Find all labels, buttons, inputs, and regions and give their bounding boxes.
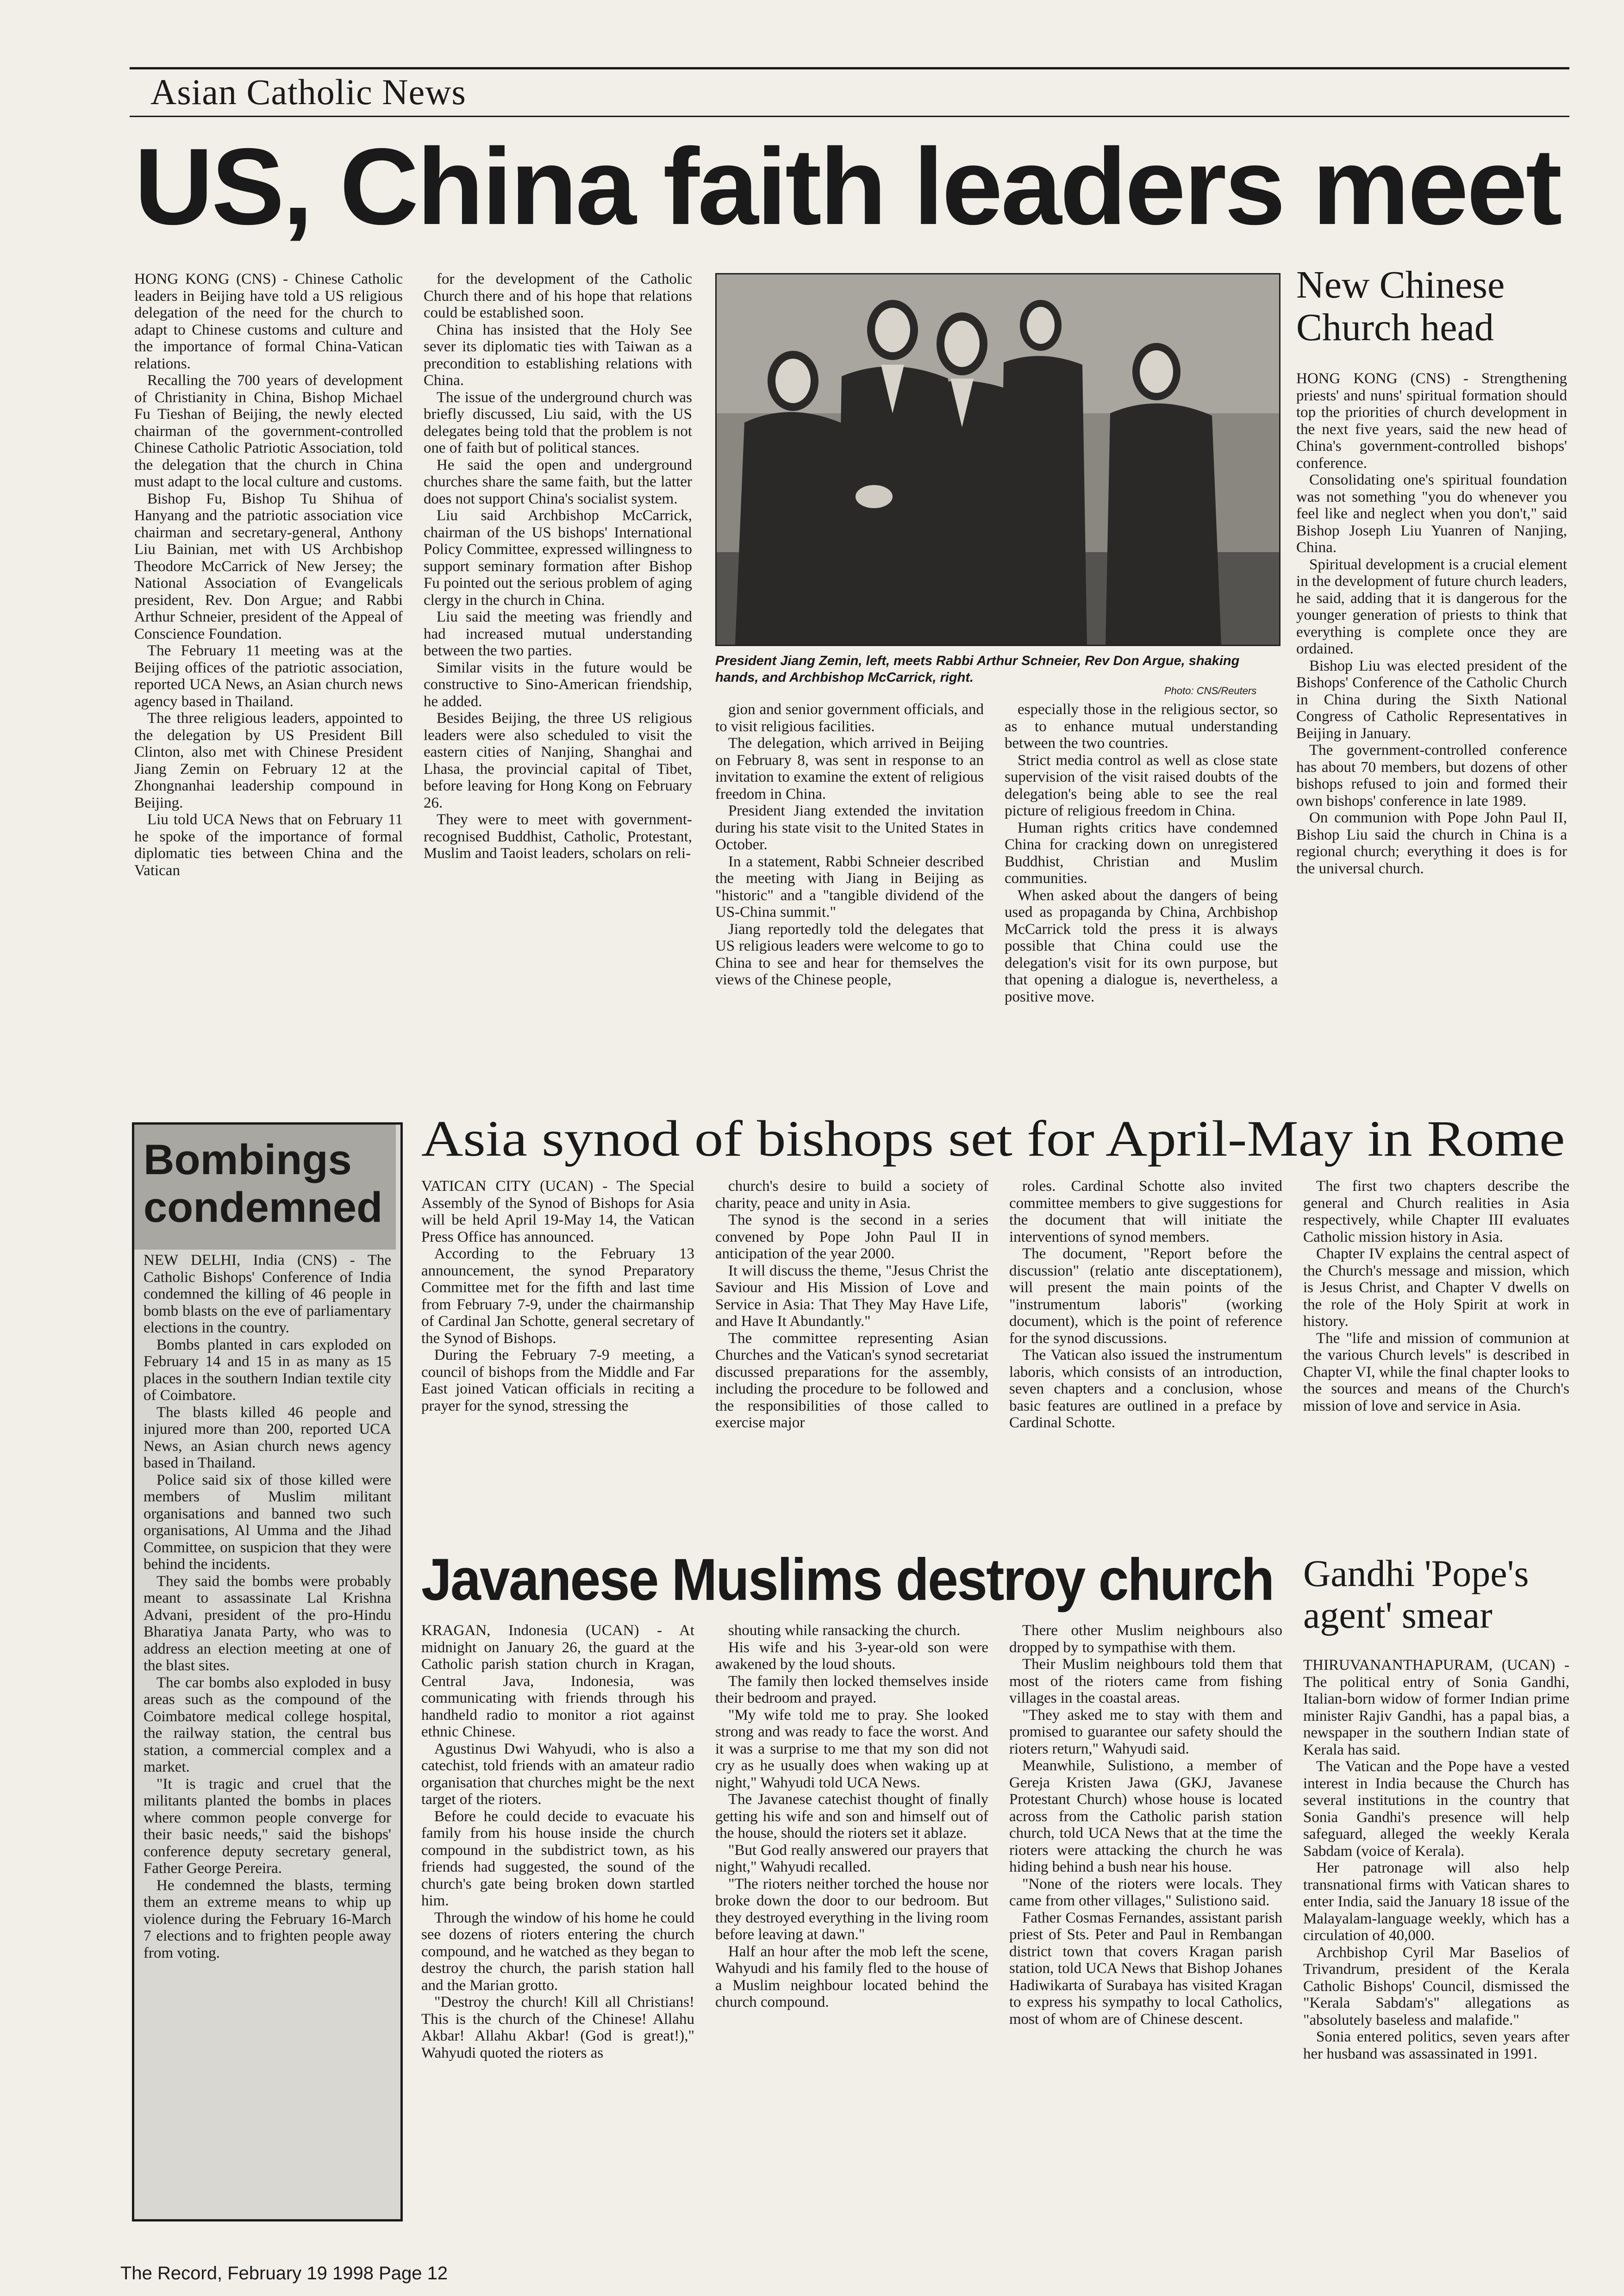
paragraph: According to the February 13 announcement, the synod Preparatory Committee met for the fifth and last time from February 7-9, under the chairmanship of Cardinal Jan Schotte, general secretary of the Synod of Bishops. <box>421 1245 694 1347</box>
paragraph: Sonia entered politics, seven years after her husband was assassinated in 1991. <box>1303 2028 1569 2062</box>
paragraph: The government-controlled conference has about 70 members, but dozens of other bishops refused to join and formed their own bishops' conference in late 1989. <box>1296 742 1567 809</box>
section-rule <box>130 116 1569 117</box>
paragraph: President Jiang extended the invitation during his state visit to the United States in October. <box>715 803 984 853</box>
paragraph: His wife and his 3-year-old son were awakened by the loud shouts. <box>715 1639 988 1673</box>
paragraph: Recalling the 700 years of development of Christianity in China, Bishop Michael Fu Tieshan of Beijing, the newly elected chairman of the government-controlled Chinese Catholic Patriotic Association, told the delegation that the church in China must adapt to the local culture and customs. <box>134 372 403 490</box>
paragraph: "They asked me to stay with them and promised to guarantee our safety should the rioters return," Wahyudi said. <box>1009 1706 1282 1757</box>
paragraph: Archbishop Cyril Mar Baselios of Trivandrum, president of the Kerala Catholic Bishops' Council, dismissed the "Kerala Sabdam's" allegations as "absolutely baseless and malafide." <box>1303 1944 1569 2028</box>
paragraph: The blasts killed 46 people and injured more than 200, reported UCA News, an Asian church news agency based in Thailand. <box>144 1404 391 1471</box>
paragraph: It will discuss the theme, "Jesus Christ the Saviour and His Mission of Love and Service in Asia: That They May Have Life, and Have It Abundantly." <box>715 1262 988 1330</box>
church-head-headline: New Chinese Church head <box>1296 263 1505 349</box>
paragraph: Strict media control as well as close state supervision of the visit raised doubts of the delegation's being able to see the real picture of religious freedom in China. <box>1005 752 1278 819</box>
synod-col4 <box>1303 1178 1569 1537</box>
paragraph: Through the window of his home he could see dozens of rioters entering the church compound, and he watched as they began to destroy the church, the parish station hall and the Marian grotto. <box>421 1909 694 1994</box>
paragraph: HONG KONG (CNS) - Strengthening priests' and nuns' spiritual formation should top the priorities of church development in the next five years, said the new head of China's government-controlled bishops' conference. <box>1296 370 1567 472</box>
paragraph: roles. Cardinal Schotte also invited committee members to give suggestions for the document that will initiate the interventions of synod members. <box>1009 1178 1282 1245</box>
paragraph: Bishop Liu was elected president of the Bishops' Conference of the Catholic Church in China during the Sixth National Congress of Catholic Representatives in Beijing in January. <box>1296 657 1567 742</box>
paragraph: The car bombs also exploded in busy areas such as the compound of the Coimbatore medical college hospital, the railway station, the central bus station, a commercial complex and a market. <box>144 1674 391 1775</box>
javanese-col3 <box>1009 1622 1282 2252</box>
main-story-col1 <box>134 271 403 1106</box>
main-story-col3 <box>715 701 984 1106</box>
synod-col2 <box>715 1178 988 1537</box>
paragraph: The "life and mission of communion at the various Church levels" is described in Chapter VI, while the final chapter looks to the sources and means of the Church's mission of love and service in Asia. <box>1303 1330 1569 1414</box>
paragraph: The committee representing Asian Churches and the Vatican's synod secretariat discussed preparations for the assembly, including the procedure to be followed and the responsibilities of those called to exercise major <box>715 1330 988 1431</box>
paragraph: Father Cosmas Fernandes, assistant parish priest of Sts. Peter and Paul in Rembangan district town that covers Kragan parish station, told UCA News that Bishop Johanes Hadiwikarta of Surabaya has visited Kragan to express his sympathy to local Catholics, most of whom are of Chinese descent. <box>1009 1909 1282 2028</box>
paragraph: Before he could decide to evacuate his family from his house inside the church compound in the subdistrict town, as his friends had suggested, the sound of the church's gate being broken down startled him. <box>421 1808 694 1909</box>
paragraph: Bishop Fu, Bishop Tu Shihua of Hanyang and the patriotic association vice chairman and secretary-general, Anthony Liu Bainian, met with US Archbishop Theodore McCarrick of New Jersey; the National Association of Evangelicals president, Rev. Don Argue; and Rabbi Arthur Schneier, president of the Appeal of Conscience Foundation. <box>134 490 403 642</box>
paragraph: The delegation, which arrived in Beijing on February 8, was sent in response to an invitation to examine the extent of religious freedom in China. <box>715 735 984 803</box>
paragraph: They said the bombs were probably meant to assassinate Lal Krishna Advani, president of the pro-Hindu Bharatiya Janata Party, who was to address an election meeting at one of the blast sites. <box>144 1573 391 1674</box>
photo-caption: President Jiang Zemin, left, meets Rabbi Arthur Schneier, Rev Don Argue, shaking hands, and Archbishop McCarrick, right. <box>715 653 1240 685</box>
paragraph: On communion with Pope John Paul II, Bishop Liu said the church in China is a regional church; everything it does is for the universal church. <box>1296 809 1567 877</box>
paragraph: "Destroy the church! Kill all Christians! This is the church of the Chinese! Allahu Akbar! Allahu Akbar! (God is great!)," Wahyudi quoted the rioters as <box>421 1994 694 2061</box>
paragraph: THIRUVANANTHAPURAM, (UCAN) - The political entry of Sonia Gandhi, Italian-born widow of former Indian prime minister Rajiv Gandhi, has a papal bias, a newspaper in the southern Indian state of Kerala has said. <box>1303 1657 1569 1758</box>
paragraph: KRAGAN, Indonesia (UCAN) - At midnight on January 26, the guard at the Catholic parish station church in Kragan, Central Java, Indonesia, was communicating with friends through his handheld radio to monitor a riot against ethnic Chinese. <box>421 1622 694 1740</box>
paragraph: "It is tragic and cruel that the militants planted the bombs in places where common people converge for their basic needs," said the bishops' conference deputy secretary general, Father George Pereira. <box>144 1775 391 1877</box>
news-photo <box>715 273 1280 646</box>
paragraph: Liu said Archbishop McCarrick, chairman of the US bishops' International Policy Committee, expressed willingness to support seminary formation after Bishop Fu pointed out the serious problem of aging clergy in the church in China. <box>424 507 692 609</box>
paragraph: Liu told UCA News that on February 11 he spoke of the importance of formal diplomatic ties between China and the Vatican <box>134 811 403 879</box>
paragraph: gion and senior government officials, and to visit religious facilities. <box>715 701 984 735</box>
paragraph: The document, "Report before the discussion" (relatio ante disceptationem), will present the main points of the "instrumentum laboris" (working document), which is the point of reference for the synod discussions. <box>1009 1245 1282 1347</box>
paragraph: Human rights critics have condemned China for cracking down on unregistered Buddhist, Christian and Muslim communities. <box>1005 819 1278 887</box>
paragraph: Bombs planted in cars exploded on February 14 and 15 in as many as 15 places in the southern Indian textile city of Coimbatore. <box>144 1336 391 1404</box>
paragraph: "None of the rioters were locals. They came from other villages," Sulistiono said. <box>1009 1875 1282 1909</box>
paragraph: Their Muslim neighbours told them that most of the rioters came from fishing villages in the coastal areas. <box>1009 1656 1282 1706</box>
paragraph: Besides Beijing, the three US religious leaders were also scheduled to visit the eastern cities of Nanjing, Shanghai and Lhasa, the provincial capital of Tibet, before leaving for Hong Kong on February 26. <box>424 710 692 811</box>
paragraph: He condemned the blasts, terming them an extreme means to whip up violence during the February 16-March 7 elections and to frighten people away from voting. <box>144 1877 391 1961</box>
paragraph: Half an hour after the mob left the scene, Wahyudi and his family fled to the house of a Muslim neighbour located behind the church compound. <box>715 1943 988 2010</box>
paragraph: The Javanese catechist thought of finally getting his wife and son and himself out of the house, should the rioters set it ablaze. <box>715 1791 988 1842</box>
javanese-col1 <box>421 1622 694 2252</box>
paragraph: "But God really answered our prayers that night," Wahyudi recalled. <box>715 1842 988 1875</box>
paragraph: Liu said the meeting was friendly and had increased mutual understanding between the two parties. <box>424 609 692 659</box>
synod-col1 <box>421 1178 694 1537</box>
paragraph: The Vatican and the Pope have a vested interest in India because the Church has several institutions in the country that Sonia Gandhi's presence will help safeguard, alleged the weekly Kerala Sabdam (voice of Kerala). <box>1303 1758 1569 1860</box>
section-title: Asian Catholic News <box>150 72 466 112</box>
paragraph: especially those in the religious sector, so as to enhance mutual understanding between the two countries. <box>1005 701 1278 752</box>
paragraph: HONG KONG (CNS) - Chinese Catholic leaders in Beijing have told a US religious delegation of the need for the church to adapt to Chinese customs and culture and the importance of formal China-Vatican relations. <box>134 271 403 372</box>
paragraph: Her patronage will also help transnational firms with Vatican shares to enter India, said the January 18 issue of the Malayalam-language weekly, which has a circulation of 40,000. <box>1303 1860 1569 1944</box>
paragraph: church's desire to build a society of charity, peace and unity in Asia. <box>715 1178 988 1212</box>
paragraph: There other Muslim neighbours also dropped by to sympathise with them. <box>1009 1622 1282 1656</box>
paragraph: NEW DELHI, India (CNS) - The Catholic Bishops' Conference of India condemned the killing of 46 people in bomb blasts on the eve of parliamentary elections in the country. <box>144 1252 391 1336</box>
paragraph: The family then locked themselves inside their bedroom and prayed. <box>715 1673 988 1706</box>
paragraph: Police said six of those killed were members of Muslim militant organisations and banned two such organisations, Al Umma and the Jihad Committee, on suspicion that they were behind the incidents. <box>144 1471 391 1573</box>
main-headline: US, China faith leaders meet <box>134 125 1561 247</box>
javanese-col2 <box>715 1622 988 2252</box>
paragraph: Similar visits in the future would be constructive to Sino-American friendship, he added. <box>424 659 692 710</box>
paragraph: The February 11 meeting was at the Beijing offices of the patriotic association, reported UCA News, an Asian church news agency based in Thailand. <box>134 642 403 710</box>
paragraph: The issue of the underground church was briefly discussed, Liu said, with the US delegates being told that the problem is not one of faith but of political stances. <box>424 389 692 456</box>
javanese-headline: Javanese Muslims destroy church <box>421 1547 1274 1613</box>
paragraph: "The rioters neither torched the house nor broke down the door to our bedroom. But they destroyed everything in the living room before leaving at dawn." <box>715 1875 988 1943</box>
top-rule <box>130 67 1569 69</box>
paragraph: VATICAN CITY (UCAN) - The Special Assembly of the Synod of Bishops for Asia will be held April 19-May 14, the Vatican Press Office has announced. <box>421 1178 694 1245</box>
paragraph: for the development of the Catholic Church there and of his hope that relations could be established soon. <box>424 271 692 321</box>
bombings-body <box>144 1252 391 2210</box>
main-story-col4 <box>1005 701 1278 1106</box>
paragraph: He said the open and underground churches share the same faith, but the latter does not support China's socialist system. <box>424 456 692 507</box>
paragraph: Spiritual development is a crucial element in the development of future church leaders, he said, adding that it is dangerous for the younger generation of priests to think that everything is complete once they are ordained. <box>1296 556 1567 657</box>
gandhi-headline: Gandhi 'Pope's agent' smear <box>1303 1552 1529 1636</box>
page-footer: The Record, February 19 1998 Page 12 <box>120 2263 448 2284</box>
photo-credit: Photo: CNS/Reuters <box>1164 685 1257 697</box>
gandhi-body <box>1303 1657 1569 2254</box>
photo-illustration <box>717 274 1279 645</box>
main-story-col2 <box>424 271 692 1106</box>
paragraph: Chapter IV explains the central aspect of the Church's message and mission, which is Jesus Christ, and Chapter V dwells on the role of the Holy Spirit at work in history. <box>1303 1245 1569 1330</box>
bombings-headline: Bombings condemned <box>144 1136 383 1232</box>
paragraph: Meanwhile, Sulistiono, a member of Gereja Kristen Jawa (GKJ, Javanese Protestant Church) whose house is located across from the Catholic parish station church, told UCA News that at the time the rioters were attacking the church he was hiding behind a bush near his house. <box>1009 1757 1282 1875</box>
paragraph: Consolidating one's spiritual foundation was not something "you do whenever you feel like and neglect when you don't," said Bishop Joseph Liu Yuanren of Nanjing, China. <box>1296 472 1567 556</box>
paragraph: In a statement, Rabbi Schneier described the meeting with Jiang in Beijing as "historic" and a "tangible dividend of the US-China summit." <box>715 853 984 921</box>
synod-headline: Asia synod of bishops set for April-May in Rome <box>421 1110 1565 1167</box>
paragraph: During the February 7-9 meeting, a council of bishops from the Middle and Far East joined Vatican officials in reciting a prayer for the synod, stressing the <box>421 1347 694 1414</box>
paragraph: Agustinus Dwi Wahyudi, who is also a catechist, told friends with an amateur radio organisation that churches might be the next target of the rioters. <box>421 1740 694 1808</box>
paragraph: The synod is the second in a series convened by Pope John Paul II in anticipation of the year 2000. <box>715 1212 988 1262</box>
paragraph: The first two chapters describe the general and Church realities in Asia respectively, while Chapter III evaluates Catholic mission history in Asia. <box>1303 1178 1569 1245</box>
paragraph: When asked about the dangers of being used as propaganda by China, Archbishop McCarrick told the press it is always possible that China could use the delegation's visit for its own purpose, but that opening a dialogue is, nevertheless, a positive move. <box>1005 887 1278 1005</box>
paragraph: The three religious leaders, appointed to the delegation by US President Bill Clinton, also met with Chinese President Jiang Zemin on February 12 at the Zhongnanhai leadership compound in Beijing. <box>134 710 403 811</box>
paragraph: The Vatican also issued the instrumentum laboris, which consists of an introduction, seven chapters and a conclusion, whose basic features are outlined in a preface by Cardinal Schotte. <box>1009 1347 1282 1431</box>
paragraph: "My wife told me to pray. She looked strong and was ready to face the worst. And it was a surprise to me that my son did not cry as he usually does when waking up at night," Wahyudi told UCA News. <box>715 1706 988 1791</box>
paragraph: China has insisted that the Holy See sever its diplomatic ties with Taiwan as a precondition to establishing relations with China. <box>424 321 692 389</box>
paragraph: They were to meet with government-recognised Buddhist, Catholic, Protestant, Muslim and Taoist leaders, scholars on reli- <box>424 811 692 862</box>
church-head-body <box>1296 370 1567 1106</box>
paragraph: Jiang reportedly told the delegates that US religious leaders were welcome to go to China to see and hear for themselves the views of the Chinese people, <box>715 921 984 988</box>
synod-col3 <box>1009 1178 1282 1537</box>
paragraph: shouting while ransacking the church. <box>728 1622 961 1639</box>
